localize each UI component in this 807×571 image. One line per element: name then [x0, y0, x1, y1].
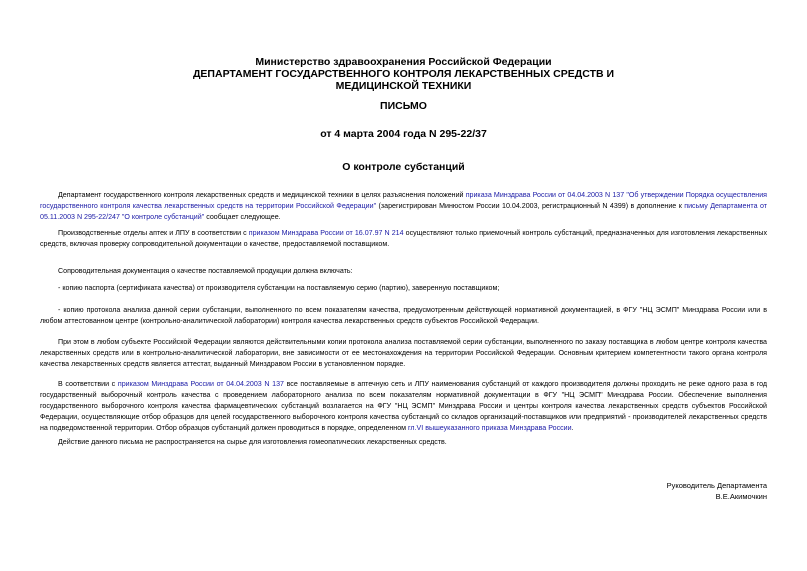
paragraph-text: (зарегистрирован Минюстом России 10.04.2003, регистрационный N 4399) в дополнение к — [376, 202, 685, 210]
paragraph-7 — [40, 379, 767, 434]
document-header — [0, 56, 807, 92]
paragraph-1 — [40, 190, 767, 223]
paragraph-6 — [40, 337, 767, 370]
document-type: ПИСЬМО — [380, 100, 427, 112]
paragraph-8 — [40, 437, 767, 448]
link-chapter-vi[interactable]: гл.VI вышеуказанного приказа Минздрава России — [408, 424, 572, 432]
link-order-137-second[interactable]: приказом Минздрава России от 04.04.2003 N 137 — [117, 380, 284, 388]
document-subject: О контроле субстанций — [342, 161, 465, 173]
signature-block — [667, 480, 767, 502]
paragraph-3 — [40, 266, 767, 277]
signatory-name: В.Е.Акимочкин — [715, 492, 767, 501]
signatory-position: Руководитель Департамента — [666, 481, 767, 490]
paragraph-5 — [40, 305, 767, 327]
paragraph-text: осуществляют только приемочный контроль субстанций, предназначенных для изготовления лекарственных средств, включая проверку сопроводительной документации о качестве, предоставляемой поставщиком. — [40, 229, 767, 248]
paragraph-text: При этом в любом субъекте Российской Федерации являются действительными копии протокола анализа поставляемой серии субстанции, выполненного по заказу поставщика в любом центре контроля качества лекарственных средств или в контрольно-аналитической лаборатории, вне зависимости от ее местонахождения на территории Российской Федерации. Основным критерием компетентности такого органа контроля качества лекарственных средств является аттестат, выданный Минздравом России в установленном порядке. — [40, 338, 767, 368]
paragraph-text: В соответствии с — [58, 380, 118, 388]
link-letter-295-22-247[interactable]: письму Департамента от 05.11.2003 N 295-22/247 "О контроле субстанций" — [40, 202, 767, 221]
list-item: - копию протокола анализа данной серии субстанции, выполненного по всем показателям качества, предусмотренным действующей нормативной документацией, в ФГУ "НЦ ЭСМП" Минздрава России или в любом аттестованном центре (контрольно-аналитической лаборатории) контроля качества лекарственных средств субъектов Российской Федерации. — [40, 306, 767, 325]
link-order-137[interactable]: приказа Минздрава России от 04.04.2003 N 137 "Об утверждении Порядка осуществления государственного контроля качества лекарственных средств на территории Российской Федерации" — [40, 191, 767, 210]
department-name-line1: ДЕПАРТАМЕНТ ГОСУДАРСТВЕННОГО КОНТРОЛЯ ЛЕКАРСТВЕННЫХ СРЕДСТВ И — [192, 68, 615, 80]
department-name-line2: МЕДИЦИНСКОЙ ТЕХНИКИ — [335, 80, 472, 92]
document-date-number: от 4 марта 2004 года N 295-22/37 — [320, 128, 487, 140]
paragraph-text: Действие данного письма не распространяется на сырье для изготовления гомеопатических лекарственных средств. — [58, 438, 447, 446]
paragraph-2 — [40, 228, 767, 250]
ministry-name: Министерство здравоохранения Российской Федерации — [255, 56, 552, 68]
paragraph-text: Сопроводительная документация о качестве поставляемой продукции должна включать: — [58, 267, 353, 275]
paragraph-text: Производственные отделы аптек и ЛПУ в соответствии с — [58, 229, 249, 237]
paragraph-text: . — [571, 424, 574, 432]
paragraph-text: все поставляемые в аптечную сеть и ЛПУ наименования субстанций от каждого производителя должны проходить не реже одного раза в год государственный выборочный контроль качества с проведением лабораторного анализа по всем показателям нормативной документации в ФГУ "НЦ ЭСМП" Минздрава России. Обеспечение выполнения государственного выборочного контроля качества фармацевтических субстанций возлагается на ФГУ "НЦ ЭСМП" Минздрава России и центры контроля качества лекарственных средств субъектов Российской Федерации, осуществляющие отбор образцов для целей государственного выборочного контроля качества субстанций со складов организаций-поставщиков или предприятий - производителей лекарственных средств на подведомственной территории. Отбор образцов субстанций должен проводиться в порядке, определенном — [40, 380, 767, 432]
paragraph-text: сообщает следующее. — [204, 213, 281, 221]
list-item: - копию паспорта (сертификата качества) от производителя субстанции на поставляемую серию (партию), заверенную поставщиком; — [58, 284, 500, 292]
paragraph-text: Департамент государственного контроля лекарственных средств и медицинской техники в целях разъяснения положений — [58, 191, 466, 199]
link-order-214[interactable]: приказом Минздрава России от 16.07.97 N 214 — [248, 229, 404, 237]
paragraph-4 — [40, 283, 767, 294]
